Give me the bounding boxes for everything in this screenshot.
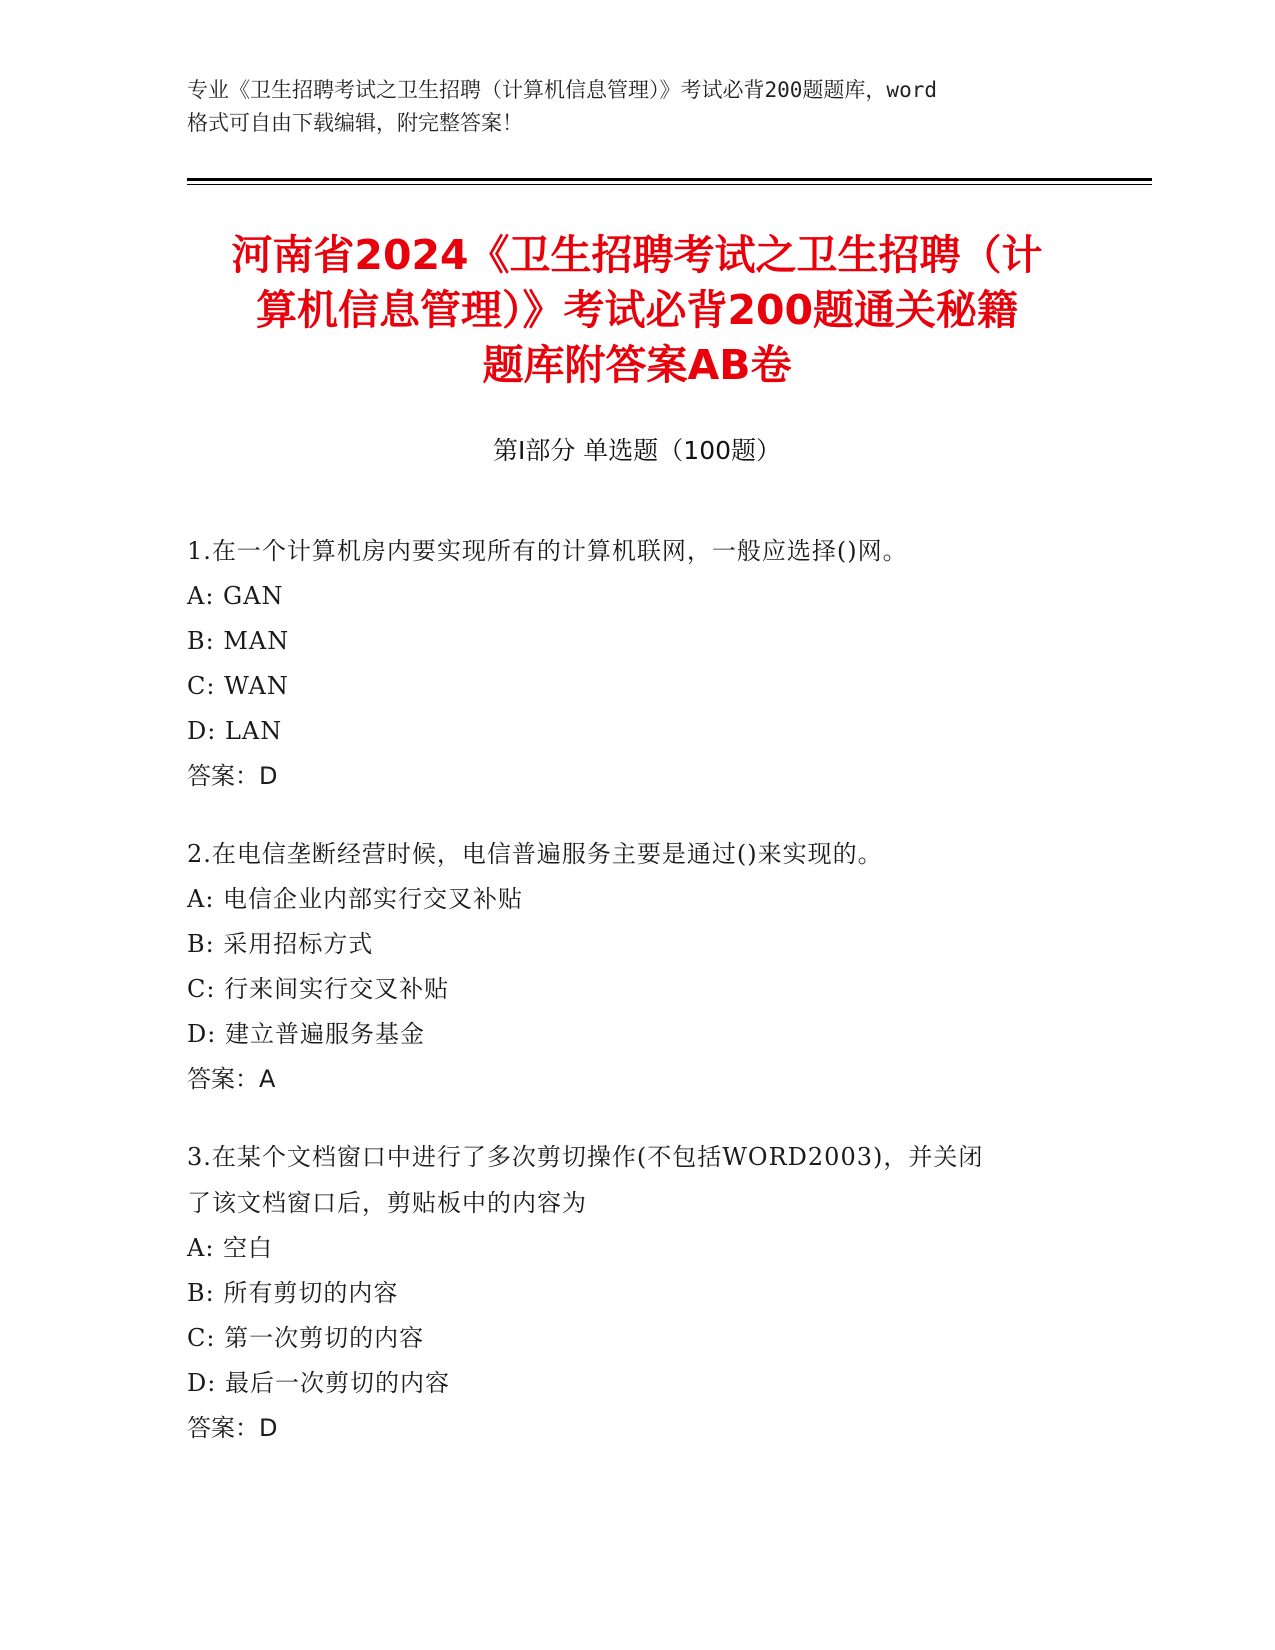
- header-rule-thick: [187, 178, 1152, 181]
- question-2: [187, 831, 1087, 1102]
- option-b: B: 采用招标方式: [187, 930, 374, 958]
- question-1: [187, 528, 1087, 799]
- question-stem: 1.在一个计算机房内要实现所有的计算机联网，一般应选择()网。: [187, 537, 908, 565]
- answer: 答案：A: [187, 1065, 276, 1093]
- header-note-line-1: 专业《卫生招聘考试之卫生招聘（计算机信息管理）》考试必背200题题库，word: [187, 78, 937, 102]
- question-stem-line-1: 3.在某个文档窗口中进行了多次剪切操作(不包括WORD2003)，并关闭: [187, 1143, 984, 1171]
- option-c: C: 第一次剪切的内容: [187, 1324, 425, 1352]
- answer: 答案：D: [187, 762, 278, 790]
- option-d: D: 建立普遍服务基金: [187, 1020, 425, 1048]
- header-note: [187, 74, 1087, 140]
- question-list: [187, 528, 1087, 1483]
- document-title-line-3: 题库附答案AB卷: [482, 341, 792, 389]
- option-a: A: 空白: [187, 1234, 274, 1262]
- option-c: C: 行来间实行交叉补贴: [187, 975, 450, 1003]
- section-title: 第Ⅰ部分 单选题（100题）: [492, 436, 782, 465]
- option-c: C: WAN: [187, 672, 289, 700]
- answer: 答案：D: [187, 1414, 278, 1442]
- option-d: D: 最后一次剪切的内容: [187, 1369, 450, 1397]
- header-note-line-2: 格式可自由下载编辑，附完整答案！: [187, 111, 523, 135]
- document-title-line-2: 算机信息管理）》考试必背200题通关秘籍: [255, 286, 1019, 334]
- document-title: [187, 228, 1087, 393]
- question-stem: 2.在电信垄断经营时候，电信普遍服务主要是通过()来实现的。: [187, 840, 883, 868]
- option-b: B: 所有剪切的内容: [187, 1279, 399, 1307]
- header-rule-thin: [187, 184, 1152, 185]
- question-stem-line-2: 了该文档窗口后，剪贴板中的内容为: [187, 1189, 587, 1217]
- option-a: A: 电信企业内部实行交叉补贴: [187, 885, 524, 913]
- document-title-line-1: 河南省2024《卫生招聘考试之卫生招聘（计: [231, 231, 1043, 279]
- option-b: B: MAN: [187, 627, 290, 655]
- option-d: D: LAN: [187, 717, 283, 745]
- option-a: A: GAN: [187, 582, 284, 610]
- question-3: [187, 1134, 1087, 1451]
